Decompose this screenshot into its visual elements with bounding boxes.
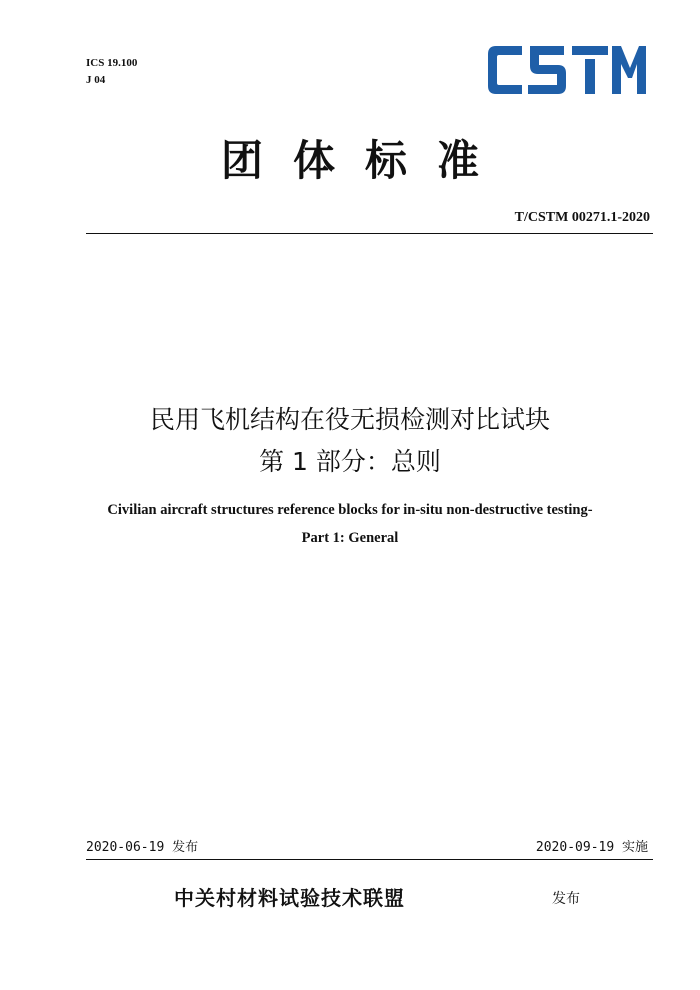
title-chinese-line2: 第 1 部分：总则 bbox=[259, 447, 441, 476]
title-english-line2: Part 1: General bbox=[301, 530, 399, 546]
implement-date: 2020-09-19 实施 bbox=[535, 840, 648, 855]
logo-text: CSTM bbox=[486, 44, 490, 45]
title-chinese-line1: 民用飞机结构在役无损检测对比试块 bbox=[149, 405, 550, 434]
standard-type-heading: 团体标准 bbox=[220, 136, 509, 185]
publisher-name: 中关村材料试验技术联盟 bbox=[174, 886, 405, 910]
standard-number: T/CSTM 00271.1-2020 bbox=[514, 210, 650, 225]
ics-code: ICS 19.100 bbox=[86, 57, 138, 69]
bottom-divider bbox=[86, 859, 653, 860]
ccs-code: J 04 bbox=[86, 74, 106, 86]
publisher-suffix: 发布 bbox=[552, 891, 580, 907]
publish-date: 2020-06-19 发布 bbox=[86, 840, 199, 855]
cstm-logo bbox=[486, 44, 648, 96]
classification-codes bbox=[86, 55, 137, 89]
top-divider bbox=[86, 233, 653, 234]
title-english-line1: Civilian aircraft structures reference blocks for in-situ non-destructive testing- bbox=[107, 502, 593, 518]
